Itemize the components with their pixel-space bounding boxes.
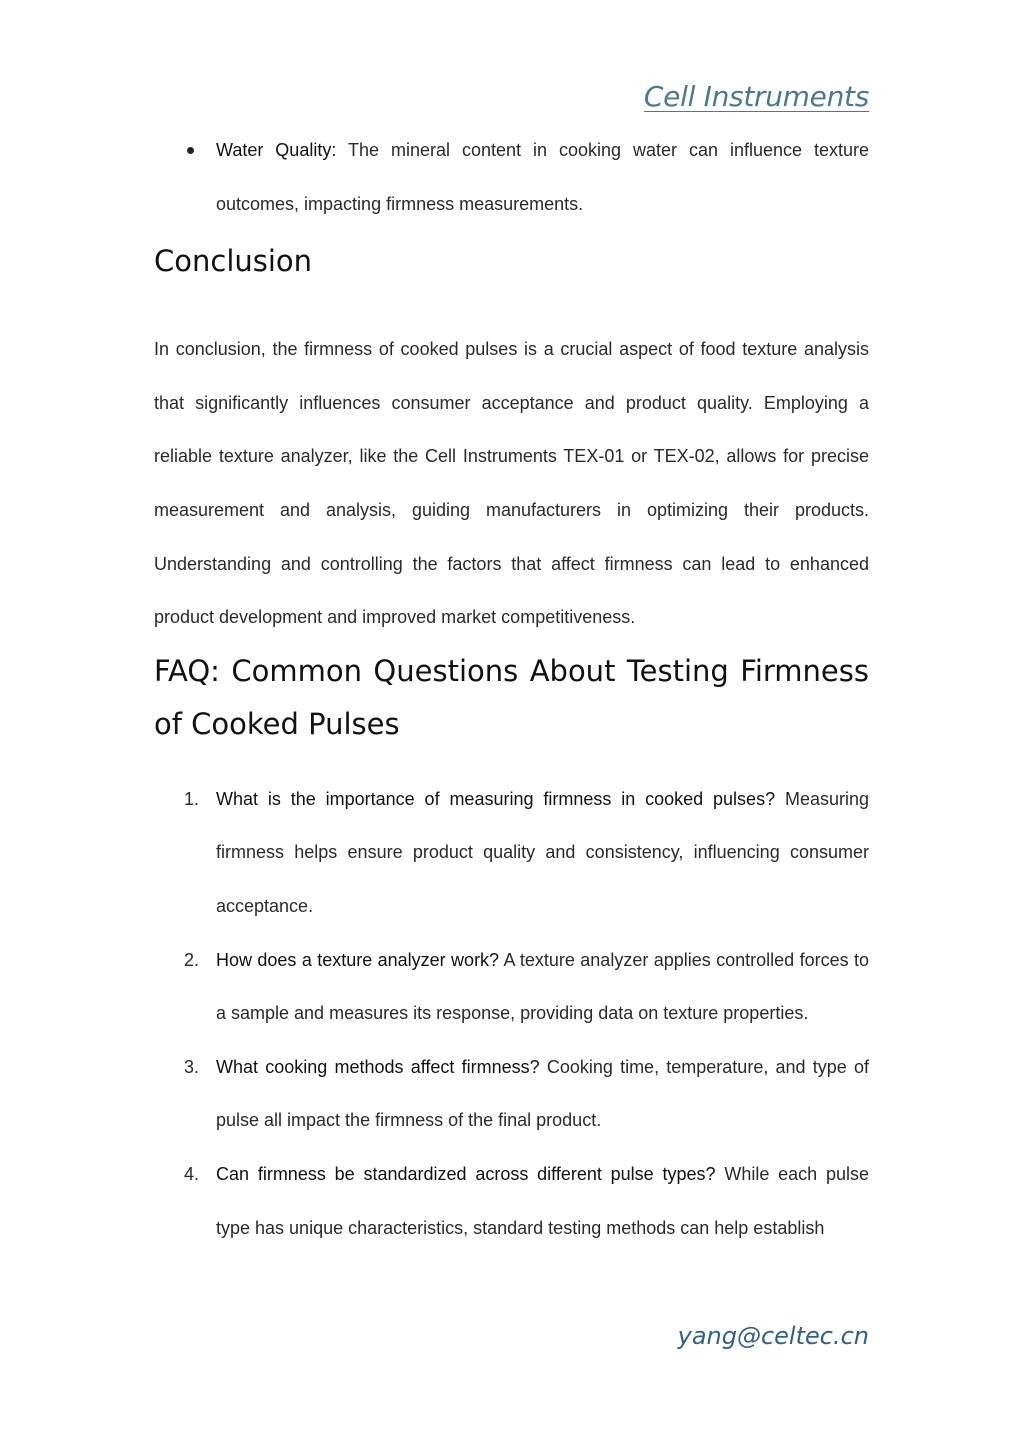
bullet-list xyxy=(154,124,869,231)
bullet-item-water-quality xyxy=(154,124,869,231)
bullet-label: Water Quality: xyxy=(216,140,337,160)
faq-item-number: 1. xyxy=(184,788,200,809)
conclusion-paragraph: In conclusion, the firmness of cooked pulses is a crucial aspect of food texture analysis that significantly influences consumer acceptance and product quality. Employing a reliable texture analyzer, like the Cell Instruments TEX-01 or TEX-02, allows for precise measurement and analysis, guiding manufacturers in optimizing their products. Understanding and controlling the factors that affect firmness can lead to enhanced product development and improved market competitiveness. xyxy=(154,339,869,628)
faq-item-number: 4. xyxy=(184,1163,200,1184)
faq-item-text xyxy=(216,1041,869,1148)
footer-email: yang@celtec.cn xyxy=(677,1322,869,1350)
faq-item xyxy=(154,934,869,1041)
page-content xyxy=(154,124,869,1255)
faq-answer: While each pulse type has unique characteristics, standard testing methods can help establish xyxy=(216,1163,870,1238)
faq-answer: Measuring firmness helps ensure product quality and consistency, influencing consumer acceptance. xyxy=(216,788,869,916)
faq-question: Can firmness be standardized across different pulse types? xyxy=(216,1163,716,1184)
faq-answer: A texture analyzer applies controlled forces to a sample and measures its response, providing data on texture properties. xyxy=(216,949,869,1024)
bullet-dot-icon xyxy=(187,147,194,154)
bullet-text xyxy=(216,124,869,231)
faq-item-text xyxy=(216,934,869,1041)
brand-header: Cell Instruments xyxy=(643,80,869,113)
faq-item-number: 2. xyxy=(184,949,200,970)
faq-heading: FAQ: Common Questions About Testing Firmness of Cooked Pulses xyxy=(154,653,869,741)
conclusion-heading: Conclusion xyxy=(154,244,313,279)
faq-answer: Cooking time, temperature, and type of pulse all impact the firmness of the final product. xyxy=(216,1056,869,1131)
faq-question: What is the importance of measuring firmness in cooked pulses? xyxy=(216,788,776,809)
bullet-body: The mineral content in cooking water can influence texture outcomes, impacting firmness measurements. xyxy=(216,140,869,214)
faq-item-text xyxy=(216,773,869,934)
faq-item xyxy=(154,1148,869,1255)
faq-item-text xyxy=(216,1148,869,1255)
faq-question: How does a texture analyzer work? xyxy=(216,949,500,970)
faq-item xyxy=(154,1041,869,1148)
faq-item xyxy=(154,773,869,934)
faq-item-number: 3. xyxy=(184,1056,200,1077)
faq-list xyxy=(154,773,869,1255)
faq-question: What cooking methods affect firmness? xyxy=(216,1056,540,1077)
